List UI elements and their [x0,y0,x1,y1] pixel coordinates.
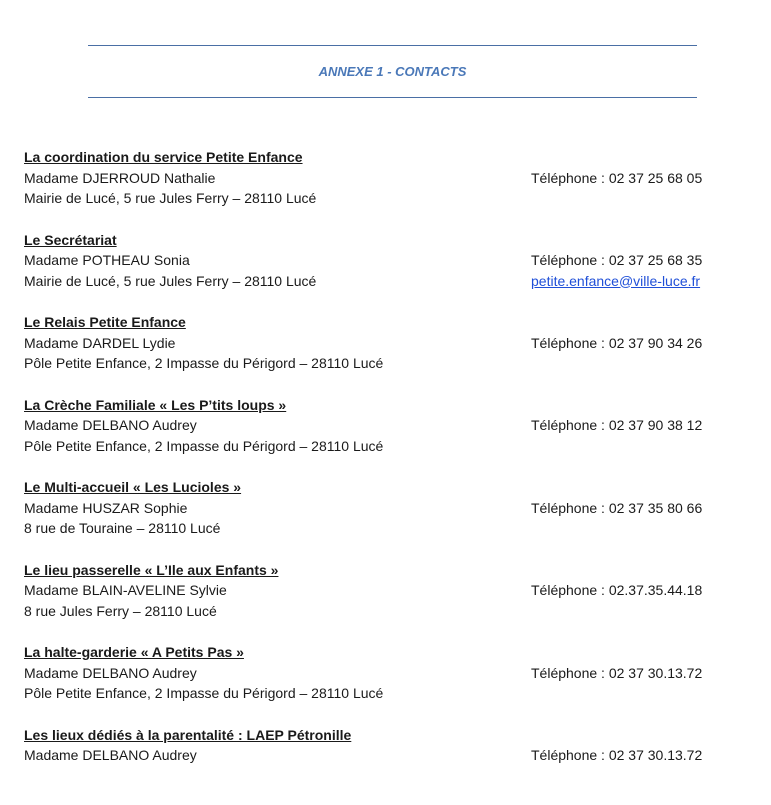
contact-name: Madame DELBANO Audrey [24,747,197,763]
contact-phone: Téléphone : 02 37 30.13.72 [531,747,703,763]
contact-phone: Téléphone : 02 37 25 68 35 [531,252,703,268]
contact-name: Madame HUSZAR Sophie [24,499,188,516]
contact-address: Pôle Petite Enfance, 2 Impasse du Périgord – 28110 Lucé [24,437,384,454]
contact-block-parentalite [24,725,744,766]
page-title: ANNEXE 1 - CONTACTS [318,64,467,79]
contact-heading: Les lieux dédiés à la parentalité : LAEP Pétronille [24,726,352,743]
title-top-rule [88,45,697,46]
contact-phone: Téléphone : 02 37 30.13.72 [531,664,703,681]
contact-block-relais [24,312,744,374]
contact-address: Mairie de Lucé, 5 rue Jules Ferry – 28110 Lucé [24,272,317,289]
title-bottom-rule [88,97,697,98]
contact-heading: Le lieu passerelle « L’Ile aux Enfants » [24,561,279,578]
contact-address: Pôle Petite Enfance, 2 Impasse du Périgord – 28110 Lucé [24,355,384,371]
contact-name: Madame DJERROUD Nathalie [24,169,216,186]
contact-phone: Téléphone : 02 37 90 34 26 [531,334,703,351]
contact-address: Mairie de Lucé, 5 rue Jules Ferry – 28110 Lucé [24,190,317,206]
contact-heading: Le Secrétariat [24,231,117,248]
contact-phone: Téléphone : 02 37 25 68 05 [531,169,703,186]
contact-block-passerelle [24,560,744,622]
contact-address: Pôle Petite Enfance, 2 Impasse du Périgord – 28110 Lucé [24,685,384,701]
contact-block-creche [24,395,744,457]
contact-phone: Téléphone : 02 37 35 80 66 [531,499,703,516]
contact-heading: La halte-garderie « A Petits Pas » [24,644,244,660]
contact-email-link[interactable]: petite.enfance@ville-luce.fr [531,272,701,289]
contact-heading: Le Relais Petite Enfance [24,314,186,330]
contact-block-multi-accueil [24,477,744,539]
contact-name: Madame DARDEL Lydie [24,334,176,351]
contacts-list [24,147,744,787]
contact-heading: Le Multi-accueil « Les Lucioles » [24,479,242,495]
contact-name: Madame POTHEAU Sonia [24,252,190,268]
contact-phone: Téléphone : 02.37.35.44.18 [531,582,703,598]
contact-heading: La Crèche Familiale « Les P’tits loups » [24,396,287,413]
contact-name: Madame DELBANO Audrey [24,417,197,433]
contact-address: 8 rue Jules Ferry – 28110 Lucé [24,602,217,619]
contact-name: Madame DELBANO Audrey [24,664,197,681]
contact-heading: La coordination du service Petite Enfance [24,149,303,165]
contact-address: 8 rue de Touraine – 28110 Lucé [24,520,221,536]
contact-block-halte-garderie [24,642,744,704]
contact-name: Madame BLAIN-AVELINE Sylvie [24,582,227,598]
contact-block-coordination [24,147,744,209]
contact-phone: Téléphone : 02 37 90 38 12 [531,417,703,433]
contact-block-secretariat [24,230,744,292]
